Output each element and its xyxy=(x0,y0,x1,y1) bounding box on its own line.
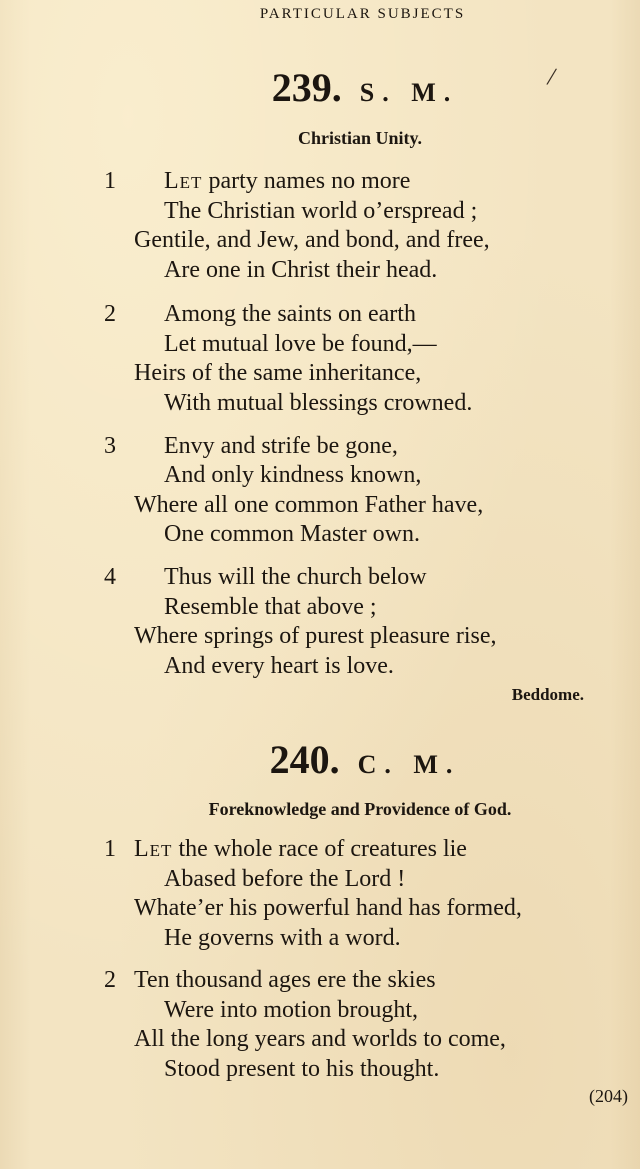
verse-line: The Christian world o’erspread ; xyxy=(164,198,478,224)
verse-line: Heirs of the same inheritance, xyxy=(134,360,422,386)
verse-line: One common Master own. xyxy=(164,521,420,547)
verse-first-word: Let xyxy=(164,168,203,194)
verse-line: Envy and strife be gone, xyxy=(164,433,398,459)
hymn-number: 240. xyxy=(269,737,340,782)
verse-line: Resemble that above ; xyxy=(164,594,377,620)
verse-line: Among the saints on earth xyxy=(164,301,416,327)
verse-number: 1 xyxy=(104,168,116,194)
verse-line: Were into motion brought, xyxy=(164,997,419,1023)
verse-line: Let the whole race of creatures lie xyxy=(134,836,467,862)
verse-number: 4 xyxy=(104,564,116,590)
verse-line: Stood present to his thought. xyxy=(164,1056,440,1082)
verse-line: Whate’er his powerful hand has formed, xyxy=(134,895,522,921)
verse-line: All the long years and worlds to come, xyxy=(134,1026,506,1052)
page-number: (204) xyxy=(589,1086,628,1106)
verse-line: Gentile, and Jew, and bond, and free, xyxy=(134,227,490,253)
hymn-meter: C. M. xyxy=(357,750,461,779)
verse-line: Let party names no more xyxy=(164,168,411,194)
hymn-meter: S. M. xyxy=(359,78,459,107)
hymn-title: Foreknowledge and Providence of God. xyxy=(208,799,512,819)
hymn-title: Christian Unity. xyxy=(297,128,423,148)
verse-line: Let mutual love be found,— xyxy=(164,331,437,357)
verse-number: 3 xyxy=(104,433,116,459)
verse-line: With mutual blessings crowned. xyxy=(164,390,473,416)
hymn-number: 239. xyxy=(271,65,342,110)
verse-line: And every heart is love. xyxy=(164,653,394,679)
verse-line: Are one in Christ their head. xyxy=(164,257,438,283)
pencil-margin-mark: / xyxy=(545,61,559,92)
hymn-240-header xyxy=(0,736,640,783)
verse-line: Ten thousand ages ere the skies xyxy=(134,967,436,993)
verse-number: 2 xyxy=(104,301,116,327)
verse-number: 1 xyxy=(104,836,116,862)
verse-number: 2 xyxy=(104,967,116,993)
running-head: PARTICULAR SUBJECTS xyxy=(259,6,466,22)
verse-line: Abased before the Lord ! xyxy=(164,866,406,892)
verse-first-word: Let xyxy=(134,836,173,862)
verse-line: Where springs of purest pleasure rise, xyxy=(134,623,497,649)
verse-line: And only kindness known, xyxy=(164,462,422,488)
verse-line: Where all one common Father have, xyxy=(134,492,484,518)
verse-line: Thus will the church below xyxy=(164,564,427,590)
hymn-239-header xyxy=(0,61,640,111)
verse-line: He governs with a word. xyxy=(164,925,401,951)
hymn-author: Beddome. xyxy=(511,685,584,704)
